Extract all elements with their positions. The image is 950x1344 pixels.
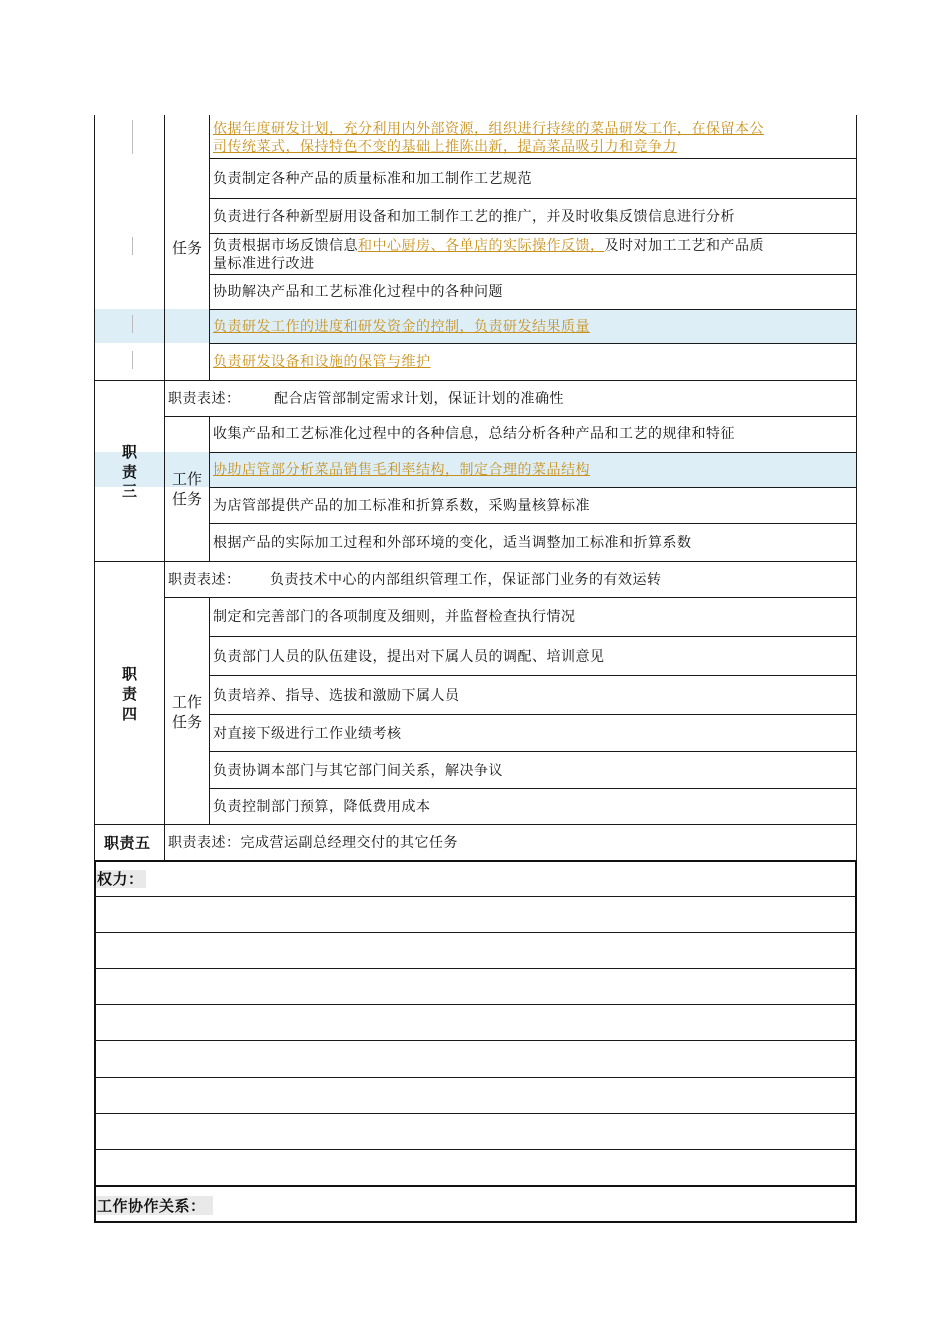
section2-row1-line1: 依据年度研发计划，充分利用内外部资源，组织进行持续的菜品研发工作，在保留本公 (213, 121, 764, 137)
section2-row3: 负责进行各种新型厨用设备和加工制作工艺的推广，并及时收集反馈信息进行分析 (213, 209, 735, 225)
section3-label-char-2: 责 (121, 463, 137, 481)
section4-task-label-2: 任务 (171, 713, 202, 731)
section4-desc-label: 职责表述： (168, 572, 241, 588)
section4-desc-text: 负责技术中心的内部组织管理工作，保证部门业务的有效运转 (270, 572, 662, 588)
section2-row4-part-b: 和中心厨房、各单店的实际操作反馈， (358, 238, 605, 254)
section3-task-label-2: 任务 (171, 490, 202, 508)
section3-label-char-3: 三 (121, 482, 137, 500)
section4-row6: 负责控制部门预算，降低费用成本 (213, 799, 431, 815)
section2-row1-line2: 司传统菜式，保持特色不变的基础上推陈出新，提高菜品吸引力和竞争力 (213, 139, 677, 155)
section2-row4-part-c: 及时对加工工艺和产品质 (604, 238, 764, 254)
section2-row6: 负责研发工作的进度和研发资金的控制，负责研发结果质量 (213, 319, 590, 335)
section2-row5: 协助解决产品和工艺标准化过程中的各种问题 (213, 284, 503, 300)
section4-label-char-2: 责 (121, 685, 137, 703)
section3-row3: 为店管部提供产品的加工标准和折算系数，采购量核算标准 (213, 498, 590, 514)
section4-task-label-1: 工作 (171, 693, 202, 711)
power-label: 权力： (97, 870, 144, 888)
section3-desc-text: 配合店管部制定需求计划，保证计划的准确性 (274, 391, 564, 407)
section2-row4-line2: 量标准进行改进 (213, 256, 315, 272)
section5-desc: 职责表述：完成营运副总经理交付的其它任务 (168, 835, 458, 851)
section5-label: 职责五 (104, 834, 151, 852)
section3-desc-label: 职责表述： (168, 391, 241, 407)
section3-task-label-1: 工作 (171, 470, 202, 488)
section4-row1: 制定和完善部门的各项制度及细则，并监督检查执行情况 (213, 609, 576, 625)
section4-row5: 负责协调本部门与其它部门间关系，解决争议 (213, 763, 503, 779)
section2-row7: 负责研发设备和设施的保管与维护 (213, 354, 431, 370)
section3-row2: 协助店管部分析菜品销售毛利率结构，制定合理的菜品结构 (213, 462, 590, 478)
border-right-outer (856, 115, 857, 861)
section2-row4-part-a: 负责根据市场反馈信息 (213, 238, 358, 254)
section3-row1: 收集产品和工艺标准化过程中的各种信息，总结分析各种产品和工艺的规律和特征 (213, 426, 735, 442)
section4-row4: 对直接下级进行工作业绩考核 (213, 726, 402, 742)
section2-col-divider-2 (209, 115, 210, 380)
section2-task-label: 任务 (171, 239, 202, 257)
section3-label-char-1: 职 (121, 443, 137, 461)
section4-label-char-3: 四 (121, 705, 137, 723)
section4-label-char-1: 职 (121, 665, 137, 683)
section3-row4: 根据产品的实际加工过程和外部环境的变化，适当调整加工标准和折算系数 (213, 535, 692, 551)
collab-label: 工作协作关系： (97, 1197, 206, 1215)
section2-row2: 负责制定各种产品的质量标准和加工制作工艺规范 (213, 171, 532, 187)
section4-row2: 负责部门人员的队伍建设，提出对下属人员的调配、培训意见 (213, 649, 605, 665)
section4-row3: 负责培养、指导、选拔和激励下属人员 (213, 688, 460, 704)
section2-row4-line1 (213, 237, 764, 255)
